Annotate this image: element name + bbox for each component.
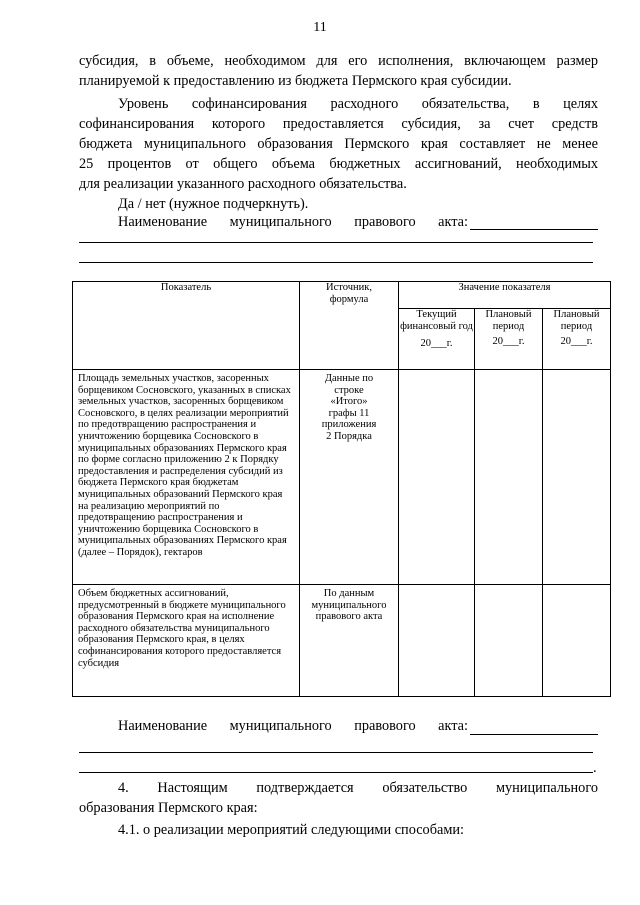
indicator-cell: Объем бюджетных ассигнований, предусмотренный в бюджете муниципального образования Пермского края на исполнение расходного обязательства муниципального образования Пермского края, в целях софинансирования которого предоставляется субсидия	[73, 585, 300, 697]
paragraph-line: планируемой к предоставлению из бюджета Пермского края субсидии.	[79, 73, 512, 89]
value-cell	[543, 370, 611, 585]
plan-1-year-blank: 20___г.	[492, 336, 525, 348]
indicator-cell: Площадь земельных участков, засоренных борщевиком Сосновского, указанных в списках земельных участков, засоренных борщевиком Сосновского, в целях реализации мероприятий по предотвращению распространения и уничтожению борщевика Сосновского в муниципальных образованиях Пермского края по форме согласно приложению 2 к Порядку предоставления и распределения субсидий из бюджета Пермского края бюджетам муниципальных образований Пермского края на реализацию мероприятий по предотвращению распространения и уничтожению борщевика Сосновского в муниципальных образованиях Пермского края (далее – Порядок), гектаров	[73, 370, 300, 585]
value-cell	[475, 585, 543, 697]
value-cell	[475, 370, 543, 585]
paragraph-line: софинансирования которого предоставляется субсидия, за счет средств	[79, 116, 598, 132]
paragraph-line: субсидия, в объеме, необходимом для его исполнения, включающем размер	[79, 53, 598, 69]
page-number: 11	[313, 20, 327, 35]
act-name-fill-line	[79, 752, 593, 753]
source-cell: По данным муниципального правового акта	[300, 585, 399, 697]
current-year-label: Текущий финансовый год	[400, 309, 473, 332]
source-cell: Данные по строке «Итого» графы 11 приложения 2 Порядка	[300, 370, 399, 585]
paragraph-line: 25 процентов от общего объема бюджетных ассигнований, необходимых	[79, 156, 598, 172]
paragraph-line: для реализации указанного расходного обязательства.	[79, 176, 407, 192]
paragraph-line: бюджета муниципального образования Пермского края составляет не менее	[79, 136, 598, 152]
plan-1-label: Плановый период	[485, 309, 532, 332]
plan-2-label: Плановый период	[553, 309, 600, 332]
plan-2-year-blank: 20___г.	[560, 336, 593, 348]
section-4-1-line: 4.1. о реализации мероприятий следующими способами:	[118, 822, 464, 838]
value-cell	[399, 370, 475, 585]
trailing-dot: .	[593, 760, 597, 776]
act-name-fill-line	[79, 242, 593, 243]
value-cell	[543, 585, 611, 697]
act-name-fill-line	[470, 734, 598, 735]
act-name-fill-line	[470, 229, 598, 230]
header-plan-1	[475, 309, 543, 370]
section-4-line: образования Пермского края:	[79, 800, 258, 816]
header-source: Источник, формула	[300, 282, 399, 370]
paragraph-line: Уровень софинансирования расходного обязательства, в целях	[118, 96, 598, 112]
indicator-table	[72, 281, 611, 697]
header-indicator: Показатель	[73, 282, 300, 370]
act-name-label: Наименование муниципального правового акта:	[118, 214, 468, 230]
header-plan-2	[543, 309, 611, 370]
header-current-year	[399, 309, 475, 370]
act-name-fill-line	[79, 262, 593, 263]
table-row	[73, 585, 611, 697]
yes-no-line: Да / нет (нужное подчеркнуть).	[118, 196, 309, 212]
current-year-blank: 20___г.	[420, 338, 453, 350]
value-cell	[399, 585, 475, 697]
act-name-label: Наименование муниципального правового акта:	[118, 718, 468, 734]
section-4-line: 4. Настоящим подтверждается обязательство муниципального	[118, 780, 598, 796]
act-name-fill-line	[79, 772, 593, 773]
header-value: Значение показателя	[399, 282, 611, 309]
table-row	[73, 370, 611, 585]
